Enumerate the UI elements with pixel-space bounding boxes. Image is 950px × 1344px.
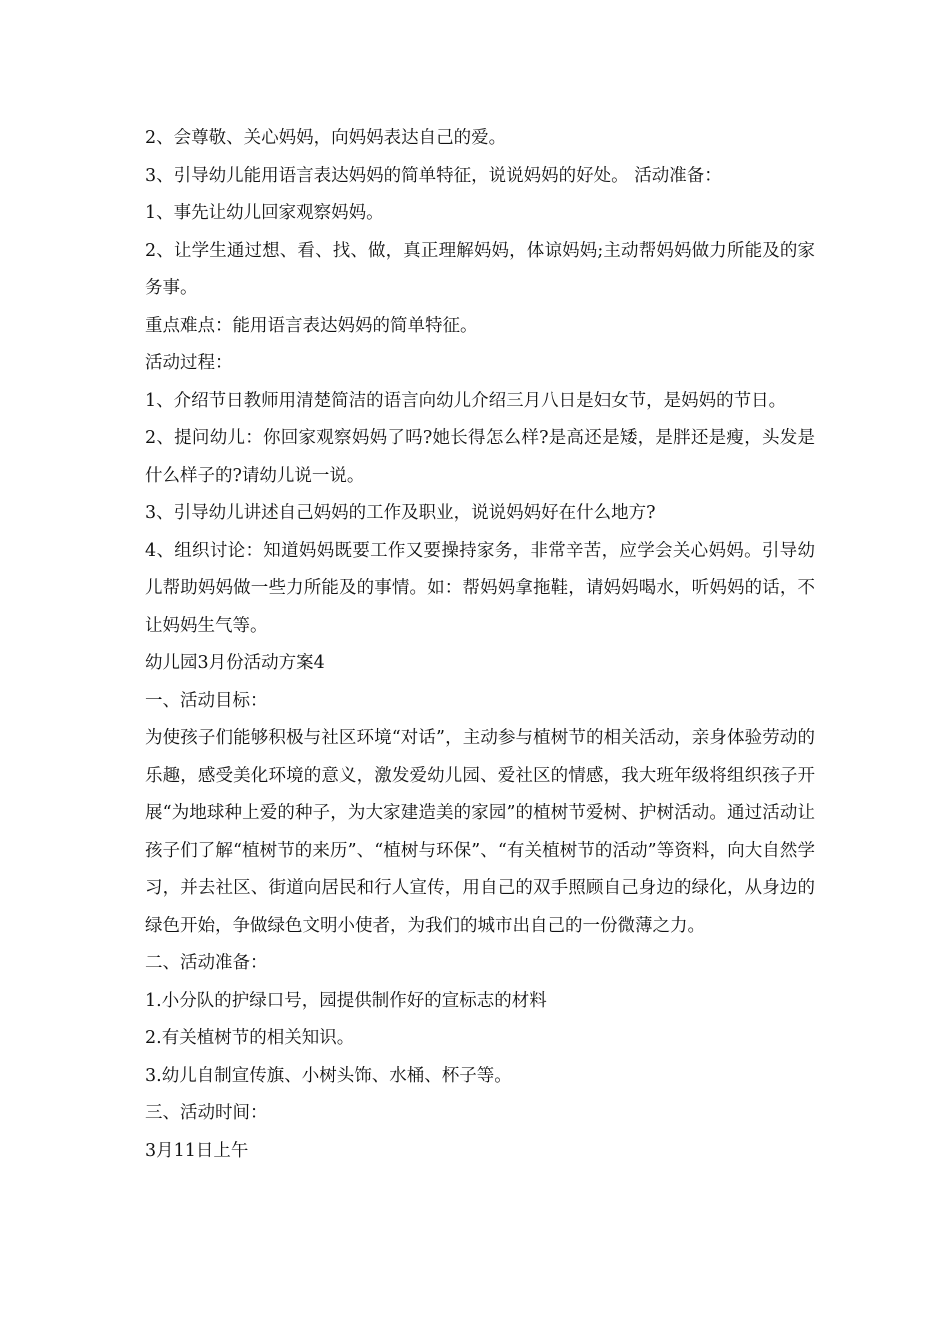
section-heading: 二、活动准备：	[145, 953, 268, 973]
paragraph: 2.有关植树节的相关知识。	[145, 1028, 355, 1048]
paragraph: 1.小分队的护绿口号，园提供制作好的宣标志的材料	[145, 990, 547, 1011]
paragraph: 2、提问幼儿：你回家观察妈妈了吗?她长得怎么样?是高还是矮，是胖还是瘦，头发是什么样子的?请幼儿说一说。	[145, 428, 815, 486]
paragraph: 2、会尊敬、关心妈妈，向妈妈表达自己的爱。	[145, 128, 507, 148]
section-heading: 三、活动时间：	[145, 1103, 268, 1123]
paragraph: 3.幼儿自制宣传旗、小树头饰、水桶、杯子等。	[145, 1065, 512, 1086]
section-heading: 活动过程：	[145, 353, 233, 373]
paragraph: 为使孩子们能够积极与社区环境“对话”，主动参与植树节的相关活动，亲身体验劳动的乐趣，感受美化环境的意义，激发爱幼儿园、爱社区的情感，我大班年级将组织孩子开展“为地球种上爱的种子，为大家建造美的家园”的植树节爱树、护树活动。通过活动让孩子们了解“植树节的来历”、“植树与环保”、“有关植树节的活动”等资料，向大自然学习，并去社区、街道向居民和行人宣传，用自己的双手照顾自己身边的绿化，从身边的绿色开始，争做绿色文明小使者，为我们的城市出自己的一份微薄之力。	[145, 728, 815, 936]
document-title: 幼儿园3月份活动方案4	[145, 653, 325, 673]
paragraph: 重点难点：能用语言表达妈妈的简单特征。	[145, 315, 478, 336]
document-body	[145, 120, 815, 1170]
paragraph: 1、事先让幼儿回家观察妈妈。	[145, 203, 384, 223]
paragraph: 1、介绍节日教师用清楚简洁的语言向幼儿介绍三月八日是妇女节，是妈妈的节日。	[145, 390, 787, 411]
section-heading: 一、活动目标：	[145, 690, 268, 711]
paragraph: 3、引导幼儿讲述自己妈妈的工作及职业，说说妈妈好在什么地方?	[145, 503, 656, 523]
paragraph: 2、让学生通过想、看、找、做，真正理解妈妈，体谅妈妈;主动帮妈妈做力所能及的家务事。	[145, 240, 815, 298]
paragraph: 4、组织讨论：知道妈妈既要工作又要操持家务，非常辛苦，应学会关心妈妈。引导幼儿帮助妈妈做一些力所能及的事情。如：帮妈妈拿拖鞋，请妈妈喝水，听妈妈的话，不让妈妈生气等。	[145, 540, 815, 636]
paragraph: 3月11日上午	[145, 1140, 249, 1161]
paragraph: 3、引导幼儿能用语言表达妈妈的简单特征，说说妈妈的好处。 活动准备：	[145, 165, 722, 186]
